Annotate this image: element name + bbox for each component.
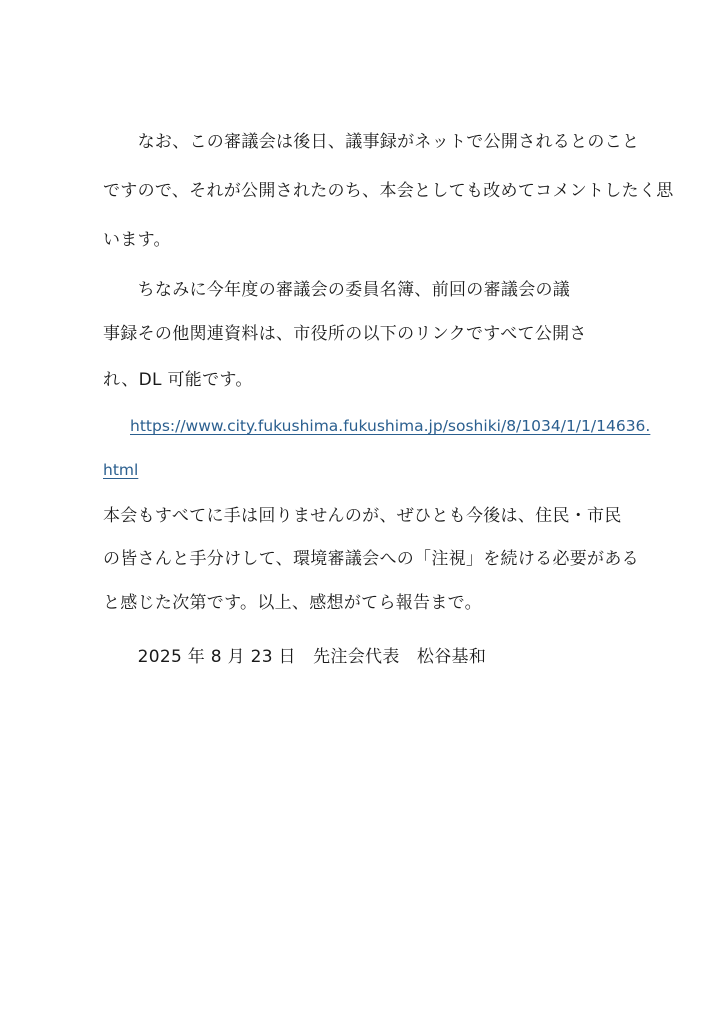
paragraph-3-line-1: 本会もすべてに手は回りませんのが、ぜひとも今後は、住民・市民 <box>103 506 622 526</box>
paragraph-3-line-3: と感じた次第です。以上、感想がてら報告まで。 <box>103 593 482 613</box>
paragraph-2-line-1: ちなみに今年度の審議会の委員名簿、前回の審議会の議 <box>103 280 571 300</box>
signature-line: 2025 年 8 月 23 日 先注会代表 松谷基和 <box>103 647 487 667</box>
paragraph-1-line-3: います。 <box>103 230 171 250</box>
city-link-line-2[interactable]: html <box>103 461 139 479</box>
paragraph-1-line-2: ですので、それが公開されたのち、本会としても改めてコメントしたく思 <box>103 181 674 201</box>
paragraph-1-line-1: なお、この審議会は後日、議事録がネットで公開されるとのこと <box>103 132 640 152</box>
paragraph-3-line-2: の皆さんと手分けして、環境審議会への「注視」を続ける必要がある <box>103 549 639 569</box>
city-link-line-1[interactable]: https://www.city.fukushima.fukushima.jp/soshiki/8/1034/1/1/14636. <box>130 417 651 435</box>
paragraph-2-line-2: 事録その他関連資料は、市役所の以下のリンクですべて公開さ <box>103 324 587 344</box>
paragraph-2-line-3: れ、DL 可能です。 <box>103 370 253 390</box>
